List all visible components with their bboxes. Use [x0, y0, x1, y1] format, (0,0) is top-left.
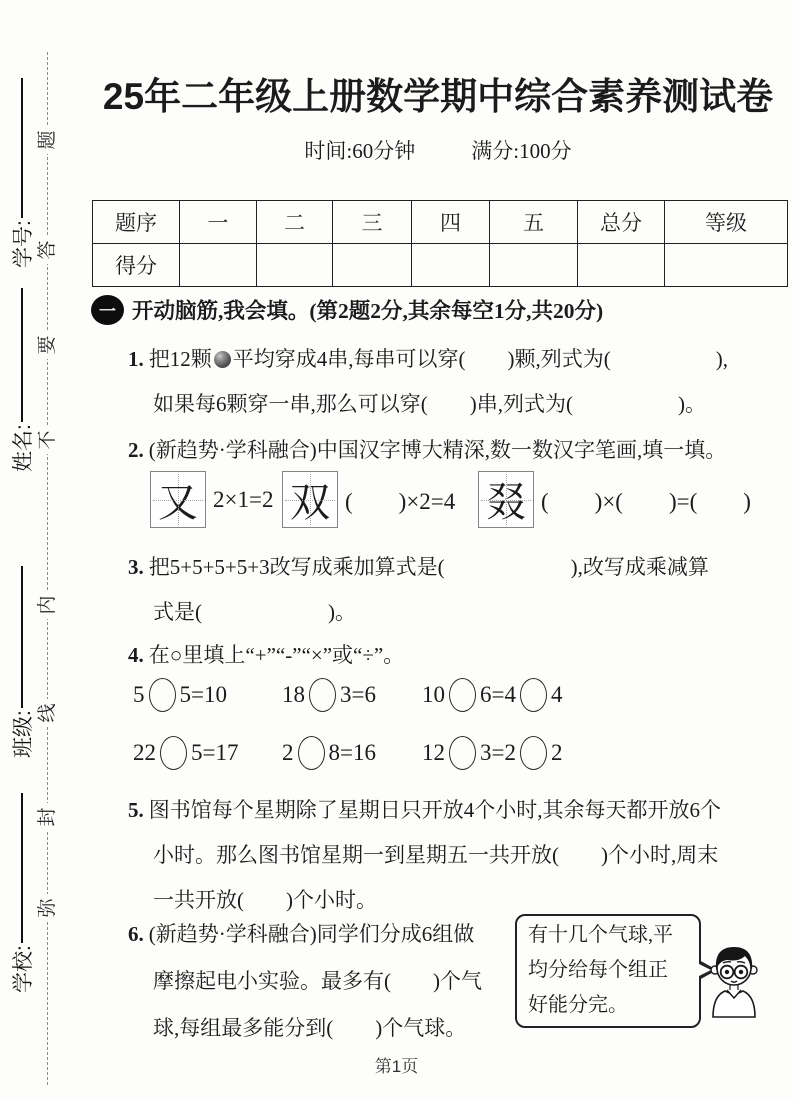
school-label: 学校: [12, 945, 35, 993]
seal-char: 不 [34, 426, 62, 454]
tianzige-box-zhuo: 叕 [478, 471, 534, 528]
school-field [8, 793, 36, 993]
seal-char: 题 [34, 126, 62, 154]
col-five: 五 [490, 201, 578, 244]
score-cell [333, 244, 412, 287]
school-blank-line [21, 793, 23, 943]
operator-circle [520, 678, 547, 712]
question-6 [128, 911, 482, 1052]
operator-circle [298, 736, 325, 770]
character-box-group [282, 471, 478, 528]
tianzige-box-shuang: 双 [282, 471, 338, 528]
question-2-number: 2. [128, 438, 144, 462]
score-cell [578, 244, 665, 287]
name-field [8, 288, 36, 472]
speech-bubble-line: 均分给每个组正 [528, 959, 668, 981]
col-two: 二 [257, 201, 333, 244]
operator-circle [520, 736, 547, 770]
score-cell [412, 244, 490, 287]
equation [133, 736, 282, 770]
equation-left: 2 [282, 740, 294, 765]
section-one-title: 开动脑筋,我会填。 [132, 299, 310, 323]
equation-left: 12 [422, 740, 445, 765]
score-table-score-row [93, 244, 788, 287]
student-id-blank-line [21, 78, 23, 218]
question-6-line-1: (新趋势·学科融合)同学们分成6组做 [148, 922, 475, 946]
question-4-text: 在○里填上“+”“-”“×”或“÷”。 [148, 643, 405, 667]
question-3-line-1: 把5+5+5+5+3改写成乘加算式是( ),改写成乘减算 [148, 555, 709, 579]
stroke-equation: ( )×2=4 [345, 489, 456, 514]
question-1 [128, 337, 728, 427]
col-one: 一 [180, 201, 257, 244]
question-3-line-2: 式是( )。 [153, 600, 356, 624]
paper-title: 25年二年级上册数学期中综合素养测试卷 [102, 76, 774, 117]
question-1-text-pre: 把12颗 [148, 347, 212, 371]
seal-char: 答 [34, 236, 62, 264]
col-total: 总分 [578, 201, 665, 244]
operator-circle [449, 678, 476, 712]
question-5 [128, 788, 721, 923]
operator-circle [449, 736, 476, 770]
equation-left: 5 [133, 682, 145, 707]
score-cell [180, 244, 257, 287]
full-score: 满分:100分 [471, 139, 572, 163]
question-5-line-1: 图书馆每个星期除了星期日只开放4个小时,其余每天都开放6个 [148, 798, 721, 822]
equation-right: 4 [550, 682, 563, 707]
equation-right: 2 [550, 740, 563, 765]
time-limit: 时间:60分钟 [304, 139, 416, 163]
question-2-character-boxes [150, 471, 751, 528]
paper-subtitle [88, 135, 788, 165]
equation-mid: 6=4 [480, 682, 516, 707]
question-2 [128, 428, 726, 473]
stroke-equation: ( )×( )=( ) [541, 489, 751, 514]
question-1-text-post: 平均穿成4串,每串可以穿( )颗,列式为( ), [232, 347, 728, 371]
question-1-line-2: 如果每6颗穿一串,那么可以穿( )串,列式为( )。 [153, 392, 706, 416]
score-cell [490, 244, 578, 287]
class-field [8, 566, 36, 758]
question-3 [128, 545, 709, 635]
equation-right: 8=16 [328, 740, 376, 765]
question-4-equations [133, 666, 562, 782]
question-6-line-2: 摩擦起电小实验。最多有( )个气 [153, 969, 482, 993]
character-box-group [150, 471, 282, 528]
seal-dashed-line [47, 52, 48, 1085]
class-label: 班级: [12, 710, 35, 758]
section-one-badge: 一 [91, 295, 124, 325]
seal-char: 线 [34, 699, 62, 727]
equation [282, 736, 422, 770]
seal-char: 要 [34, 331, 62, 359]
speech-bubble-line: 好能分完。 [528, 994, 628, 1016]
name-blank-line [21, 288, 23, 422]
section-one-header [91, 294, 603, 325]
student-id-field [8, 78, 36, 268]
score-row-label: 得分 [93, 244, 180, 287]
equation [422, 736, 562, 770]
equation [282, 678, 422, 712]
seal-char: 内 [34, 591, 62, 619]
seal-char: 封 [34, 803, 62, 831]
score-table [92, 200, 788, 287]
bead-icon [214, 351, 231, 368]
class-blank-line [21, 566, 23, 708]
equation [422, 678, 562, 712]
student-id-label: 学号: [12, 220, 35, 268]
question-5-number: 5. [128, 798, 144, 822]
section-one-note: (第2题2分,其余每空1分,共20分) [309, 299, 604, 323]
character-box-group [478, 471, 751, 528]
equation-left: 10 [422, 682, 445, 707]
question-2-text: (新趋势·学科融合)中国汉字博大精深,数一数汉字笔画,填一填。 [148, 438, 727, 462]
equation-right: 5=10 [179, 682, 227, 707]
name-label: 姓名: [12, 424, 35, 472]
question-3-number: 3. [128, 555, 144, 579]
equation-left: 22 [133, 740, 156, 765]
question-6-number: 6. [128, 922, 144, 946]
col-three: 三 [333, 201, 412, 244]
question-6-line-3: 球,每组最多能分到( )个气球。 [153, 1016, 467, 1040]
seal-char: 弥 [34, 894, 62, 922]
col-grade: 等级 [665, 201, 788, 244]
question-1-number: 1. [128, 347, 144, 371]
col-four: 四 [412, 201, 490, 244]
question-4-number: 4. [128, 643, 144, 667]
operator-circle [160, 736, 187, 770]
equation-left: 18 [282, 682, 305, 707]
tianzige-box-you: 又 [150, 471, 206, 528]
score-table-header-row [93, 201, 788, 244]
equation-right: 3=6 [340, 682, 376, 707]
speech-bubble [515, 914, 701, 1028]
score-cell [257, 244, 333, 287]
score-cell [665, 244, 788, 287]
stroke-equation: 2×1=2 [213, 486, 274, 512]
operator-circle [309, 678, 336, 712]
equation [133, 678, 282, 712]
equation-mid: 3=2 [480, 740, 516, 765]
col-question-order: 题序 [93, 201, 180, 244]
page-number: 第1页 [374, 1057, 419, 1076]
equation-right: 5=17 [191, 740, 239, 765]
boy-avatar-icon [703, 940, 765, 1023]
operator-circle [149, 678, 176, 712]
question-5-line-3: 一共开放( )个小时。 [153, 888, 377, 912]
question-5-line-2: 小时。那么图书馆星期一到星期五一共开放( )个小时,周末 [153, 843, 719, 867]
speech-bubble-line: 有十几个气球,平 [528, 924, 673, 946]
